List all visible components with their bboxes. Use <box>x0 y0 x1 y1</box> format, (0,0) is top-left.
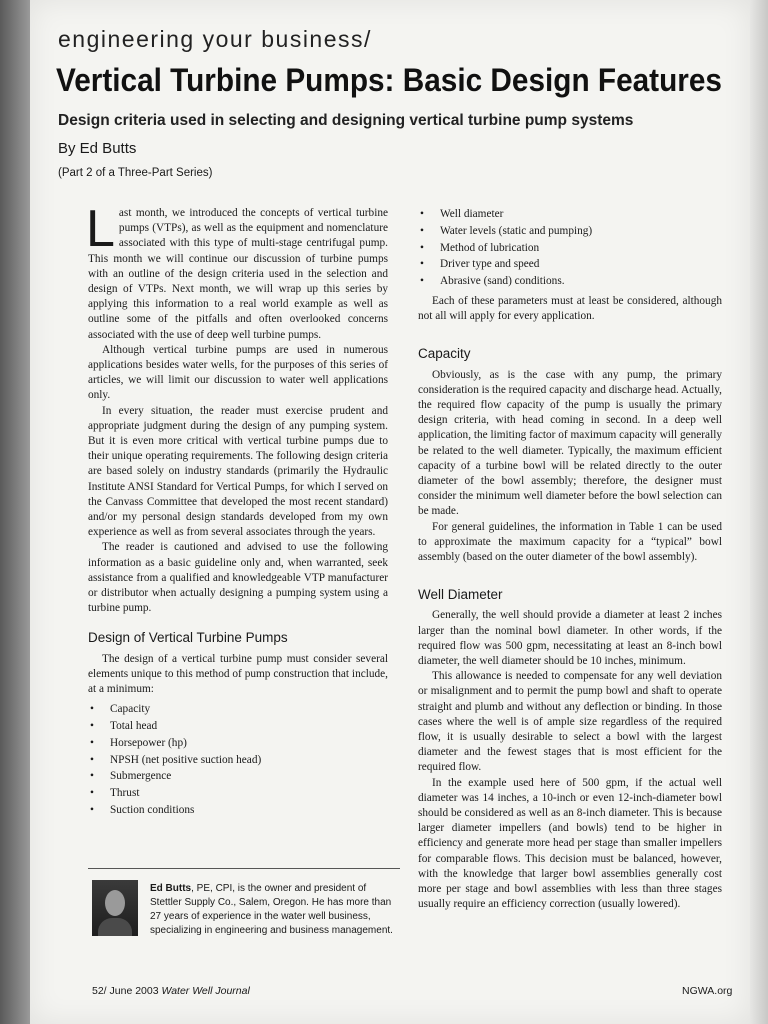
criteria-list-continued <box>418 206 722 290</box>
list-item: • Submergence <box>110 768 388 785</box>
bio-divider <box>88 868 400 869</box>
author-photo <box>92 880 138 936</box>
article-subtitle: Design criteria used in selecting and designing vertical turbine pump systems <box>58 112 634 129</box>
author-bio <box>150 882 400 938</box>
paragraph: This allowance is needed to compensate for any well deviation or misalignment and to permit the pump bowl and shaft to operate straight and plumb and without any deflection or binding. In those cases where the well is of ample size regardless of the required flow, it is usually desirable to select a bowl with the largest diameter and the fewest stages that is most efficient for the required flow. <box>418 670 722 774</box>
article-title: Vertical Turbine Pumps: Basic Design Features <box>56 62 722 98</box>
paragraph: Although vertical turbine pumps are used in numerous applications besides water wells, for the purposes of this series of articles, we will limit our discussion to water well applications only. <box>88 343 388 402</box>
paragraph: Generally, the well should provide a diameter at least 2 inches larger than the nominal bowl diameter. In other words, if the required flow was 500 gpm, necessitating at least an 8-inch bowl diameter, the well diameter should be 10 inches, minimum. <box>418 609 722 668</box>
paragraph: Obviously, as is the case with any pump, the primary consideration is the required capacity and discharge head. Actually, the required flow capacity of the pump is usually the primary design criteria, with head coming in second. In a deep well application, the limiting factor of maximum capacity will generally be related to the well diameter. Typically, the maximum efficient capacity of a turbine bowl will be related directly to the outer diameter of the bowl assembly; therefore, the designer must consider the minimum well diameter before the bowl selection can be made. <box>418 368 722 518</box>
magazine-name: Water Well Journal <box>161 985 250 997</box>
list-item: • NPSH (net positive suction head) <box>110 752 388 769</box>
list-item: • Water levels (static and pumping) <box>440 223 722 240</box>
left-column <box>86 200 388 823</box>
criteria-list <box>88 701 388 819</box>
list-item: • Method of lubrication <box>440 240 722 257</box>
list-item: • Capacity <box>110 701 388 718</box>
book-spine <box>0 0 30 1024</box>
right-column <box>418 206 722 913</box>
website-link[interactable]: NGWA.org <box>682 985 733 997</box>
list-item: • Driver type and speed <box>440 256 722 273</box>
list-item: • Total head <box>110 718 388 735</box>
series-note: (Part 2 of a Three-Part Series) <box>58 167 213 179</box>
list-item: • Well diameter <box>440 206 722 223</box>
author-bio-text: , PE, CPI, is the owner and president of Stettler Supply Co., Salem, Oregon. He has more than 27 years of experience in the water well business, specializing in engineering and business management. <box>150 883 393 936</box>
author-name: Ed Butts <box>150 883 192 894</box>
intro-paragraph <box>86 200 388 343</box>
paragraph: Each of these parameters must at least be considered, although not all will apply for every application. <box>418 294 722 323</box>
author-face <box>105 890 125 916</box>
list-item: • Suction conditions <box>110 802 388 819</box>
paragraph: The design of a vertical turbine pump must consider several elements unique to this method of pump construction that include, at a minimum: <box>88 652 388 696</box>
list-item: • Abrasive (sand) conditions. <box>440 273 722 290</box>
paragraph: In every situation, the reader must exercise prudent and appropriate judgment during the design of any pumping system. But it is even more critical with vertical turbine pumps due to their unique operating requirements. The following design criteria are based solely on industry standards (primarily the Hydraulic Institute ANSI Standard for Vertical Pumps, for which I served on the Canvass Committee that developed the most recent standard) and/or my personal design standards developed from my own experience as well as from several associates through the years. <box>88 404 388 539</box>
page-edge <box>750 0 768 1024</box>
section-heading-capacity: Capacity <box>418 346 471 362</box>
byline: By Ed Butts <box>58 140 137 157</box>
paragraph: In the example used here of 500 gpm, if the actual well diameter was 14 inches, a 10-inch or even 12-inch-diameter bowl should be considered as well as an 8-inch diameter. This is because larger diameter impellers (and bowls) tend to be higher in efficiency and generate more head per stage than smaller impellers for comparable flows. This decision must be balanced, however, with the knowledge that larger bowl assemblies generally cost more per stage and bowl assemblies with less than three stages usually require an efficiency correction (usually lowered). <box>418 776 722 911</box>
paragraph: The reader is cautioned and advised to use the following information as a basic guideline only and, when warranted, seek assistance from a qualified and knowledgeable VTP manufacturer or distributor when actually designing a pumping system using a turbine pump. <box>88 541 388 615</box>
section-heading-design: Design of Vertical Turbine Pumps <box>88 630 288 646</box>
section-kicker: engineering your business/ <box>58 26 372 52</box>
paragraph: For general guidelines, the information in Table 1 can be used to approximate the maximum capacity for a “typical” bowl assembly (based on the outer diameter of the bowl assembly). <box>418 520 722 564</box>
list-item: • Horsepower (hp) <box>110 735 388 752</box>
intro-text: ast month, we introduced the concepts of vertical turbine pumps (VTPs), as well as the equipment and nomenclature associated with this type of multi-stage centrifugal pump. This month we will continue our discussion of turbine pumps with an outline of the design criteria used in the selection and design of VTPs. Next month, we will wrap up this series by applying this information to a real world example as well as outline some of the pitfalls and often overlooked concerns associated with the use of deep well turbine pumps. <box>88 207 388 341</box>
page-number-date: 52/ June 2003 <box>92 985 159 997</box>
author-body <box>98 918 132 936</box>
list-item: • Thrust <box>110 785 388 802</box>
section-heading-well-diameter: Well Diameter <box>418 587 503 603</box>
drop-cap: L <box>86 200 115 258</box>
page-footer <box>92 985 250 997</box>
